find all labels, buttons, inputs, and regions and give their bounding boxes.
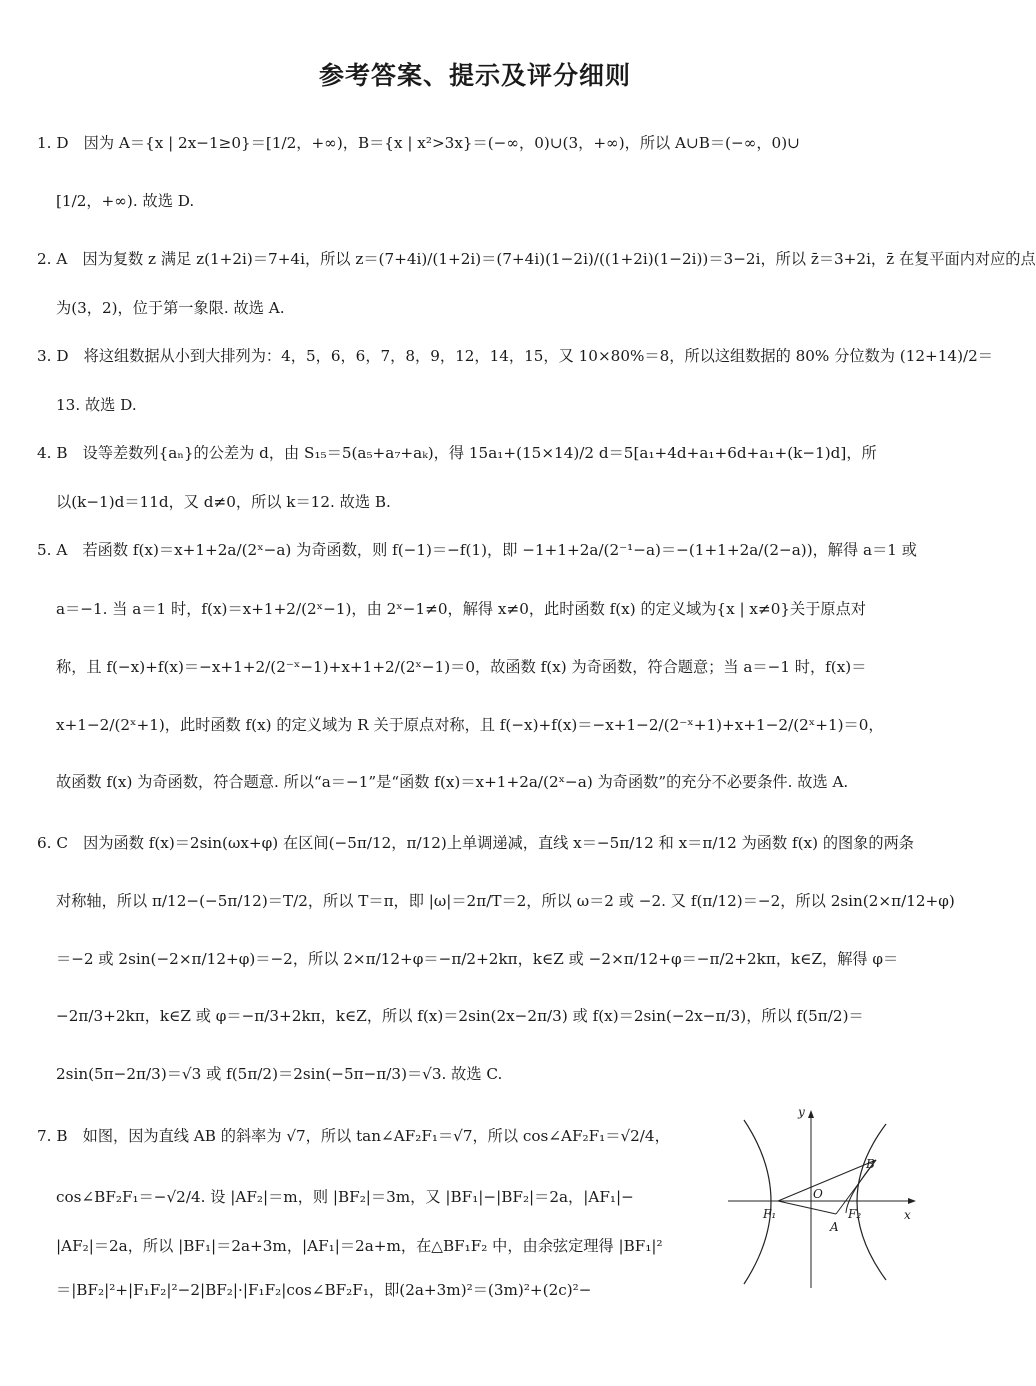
focus-f1-label: F₁ (763, 1207, 777, 1221)
answer-line: ＝|BF₂|²+|F₁F₂|²−2|BF₂|·|F₁F₂|cos∠BF₂F₁，即(2a+3m)²＝(3m)²+(2c)²− (56, 1281, 592, 1299)
answer-line: 13. 故选 D. (56, 396, 137, 414)
origin-label: O (813, 1187, 823, 1201)
answer-line: 6. C 因为函数 f(x)＝2sin(ωx+φ) 在区间(−5π/12，π/12)上单调递减，直线 x＝−5π/12 和 x＝π/12 为函数 f(x) 的图象的两条 (37, 834, 914, 852)
x-axis-label: x (904, 1208, 911, 1222)
answer-line: 对称轴，所以 π/12−(−5π/12)＝T/2，所以 T＝π，即 |ω|＝2π/T＝2，所以 ω＝2 或 −2. 又 f(π/12)＝−2，所以 2sin(2×π/12+φ) (56, 892, 955, 910)
x-axis-arrow (908, 1198, 916, 1204)
answer-line: [1/2，+∞). 故选 D. (56, 192, 195, 210)
page-title: 参考答案、提示及评分细则 (318, 61, 631, 90)
y-axis-arrow (808, 1110, 814, 1118)
answer-line: 5. A 若函数 f(x)＝x+1+2a/(2ˣ−a) 为奇函数，则 f(−1)＝−f(1)，即 −1+1+2a/(2⁻¹−a)＝−(1+1+2a/(2−a))，解得 a＝1 或 (37, 541, 917, 559)
answer-line: ＝−2 或 2sin(−2×π/12+φ)＝−2，所以 2×π/12+φ＝−π/2+2kπ，k∈Z 或 −2×π/12+φ＝−π/2+2kπ，k∈Z，解得 φ＝ (56, 950, 899, 968)
answer-line: 3. D 将这组数据从小到大排列为：4，5，6，6，7，8，9，12，14，15，又 10×80%＝8，所以这组数据的 80% 分位数为 (12+14)/2＝ (37, 347, 993, 365)
hyperbola-diagram (724, 1102, 920, 1292)
hyperbola-left-branch (744, 1120, 771, 1284)
answer-line: 1. D 因为 A＝{x | 2x−1≥0}＝[1/2，+∞)，B＝{x | x²>3x}＝(−∞，0)∪(3，+∞)，所以 A∪B＝(−∞，0)∪ (37, 134, 800, 152)
answer-line: a＝−1. 当 a＝1 时，f(x)＝x+1+2/(2ˣ−1)，由 2ˣ−1≠0，解得 x≠0，此时函数 f(x) 的定义域为{x | x≠0}关于原点对 (56, 600, 866, 618)
answer-line: 2sin(5π−2π/3)＝√3 或 f(5π/2)＝2sin(−5π−π/3)＝√3. 故选 C. (56, 1065, 503, 1083)
answer-line: 故函数 f(x) 为奇函数，符合题意. 所以“a＝−1”是“函数 f(x)＝x+1+2a/(2ˣ−a) 为奇函数”的充分不必要条件. 故选 A. (56, 773, 849, 791)
answer-line: 7. B 如图，因为直线 AB 的斜率为 √7，所以 tan∠AF₂F₁＝√7，所以 cos∠AF₂F₁＝√2/4， (37, 1127, 670, 1145)
hyperbola-right-branch (857, 1124, 886, 1280)
hyperbola-figure (724, 1102, 920, 1292)
answer-line: 称，且 f(−x)+f(x)＝−x+1+2/(2⁻ˣ−1)+x+1+2/(2ˣ−1)＝0，故函数 f(x) 为奇函数，符合题意；当 a＝−1 时，f(x)＝ (56, 658, 867, 676)
answer-line: cos∠BF₂F₁＝−√2/4. 设 |AF₂|＝m，则 |BF₂|＝3m，又 |BF₁|−|BF₂|＝2a，|AF₁|− (56, 1188, 634, 1206)
answer-line: 以(k−1)d＝11d，又 d≠0，所以 k＝12. 故选 B. (56, 493, 391, 511)
point-a-label: A (830, 1220, 839, 1234)
answer-line: 为(3，2)，位于第一象限. 故选 A. (56, 299, 285, 317)
y-axis-label: y (798, 1105, 805, 1119)
point-b-label: B (866, 1157, 875, 1171)
line-f1-a (778, 1201, 836, 1214)
focus-f2-label: F₂ (848, 1207, 862, 1221)
answer-line: −2π/3+2kπ，k∈Z 或 φ＝−π/3+2kπ，k∈Z，所以 f(x)＝2sin(2x−2π/3) 或 f(x)＝2sin(−2x−π/3)，所以 f(5π/2)＝ (56, 1007, 864, 1025)
answer-line: x+1−2/(2ˣ+1)，此时函数 f(x) 的定义域为 R 关于原点对称，且 f(−x)+f(x)＝−x+1−2/(2⁻ˣ+1)+x+1−2/(2ˣ+1)＝0， (56, 716, 884, 734)
answer-line: 4. B 设等差数列{aₙ}的公差为 d，由 S₁₅＝5(a₅+a₇+aₖ)，得 15a₁+(15×14)/2 d＝5[a₁+4d+a₁+6d+a₁+(k−1)d]，所 (37, 444, 877, 462)
answer-line: |AF₂|＝2a，所以 |BF₁|＝2a+3m，|AF₁|＝2a+m，在△BF₁F₂ 中，由余弦定理得 |BF₁|² (56, 1237, 663, 1255)
answer-line: 2. A 因为复数 z 满足 z(1+2i)＝7+4i，所以 z＝(7+4i)/(1+2i)＝(7+4i)(1−2i)/((1+2i)(1−2i))＝3−2i，所以 z̄＝3+2i，z̄ 在复平面内对应的点 (37, 250, 1036, 268)
